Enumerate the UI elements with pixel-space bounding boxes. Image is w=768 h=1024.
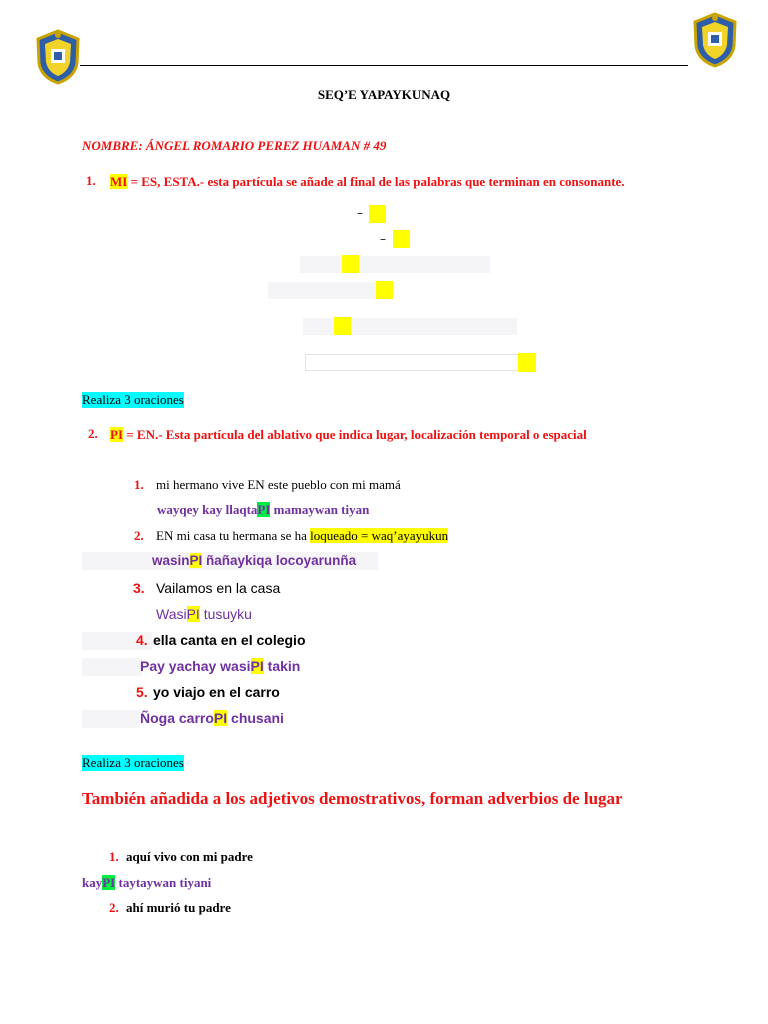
example-quechua <box>140 658 300 674</box>
example-quechua <box>157 502 369 518</box>
quechua-stem: wasin <box>152 553 190 568</box>
quechua-stem: Wasi <box>156 606 187 622</box>
quechua-rest: ñañaykiqa locoyarunña <box>202 553 357 568</box>
example-number: 4. <box>136 632 148 648</box>
spanish-text: EN mi casa tu hermana se ha <box>156 528 311 543</box>
section-1-number: 1. <box>86 173 96 188</box>
task-label: Realiza 3 oraciones <box>82 392 184 407</box>
quechua-stem: kay <box>82 875 103 890</box>
quechua-stem: wayqey kay llaqta <box>157 502 258 517</box>
dash: – <box>380 232 386 246</box>
section-1-text: = ES, ESTA.- esta partícula se añade al final de las palabras que terminan en consonante. <box>127 174 625 189</box>
example-number: 2. <box>109 900 119 915</box>
quechua-rest: takin <box>263 658 301 674</box>
highlight-mark <box>334 317 351 335</box>
highlight-mark <box>369 205 386 223</box>
blank-line <box>268 282 378 299</box>
section-1-definition <box>110 173 700 190</box>
section-2-definition <box>110 426 700 443</box>
blank-line <box>305 354 519 371</box>
example-number: 3. <box>133 580 145 596</box>
quechua-stem: Pay yachay wasi <box>140 658 251 674</box>
particle-pi: PI <box>213 710 228 726</box>
example-number: 1. <box>109 849 119 864</box>
section-2-text: = EN.- Esta partícula del ablativo que indica lugar, localización temporal o espacial <box>123 427 587 442</box>
highlight-mark <box>376 281 393 299</box>
student-name: NOMBRE: ÁNGEL ROMARIO PEREZ HUAMAN # 49 <box>82 138 387 153</box>
example-number: 1. <box>134 477 144 492</box>
example-spanish: ahí murió tu padre <box>126 900 231 915</box>
dash: – <box>357 206 363 220</box>
university-seal-icon <box>33 29 83 85</box>
section-3-heading: También añadida a los adjetivos demostrativos, forman adverbios de lugar <box>82 789 623 808</box>
page-title: SEQ’E YAPAYKUNAQ <box>317 87 451 102</box>
highlight-mark <box>393 230 410 248</box>
blank-line <box>82 658 142 676</box>
example-quechua <box>156 606 252 622</box>
blank-line <box>300 256 490 273</box>
particle-pi: PI <box>250 658 264 674</box>
particle-pi: PI <box>102 875 116 890</box>
quechua-rest: taytaywan tiyani <box>115 875 212 890</box>
quechua-rest: chusani <box>227 710 284 726</box>
example-quechua <box>82 875 211 891</box>
example-spanish: aquí vivo con mi padre <box>126 849 253 864</box>
example-spanish: ella canta en el colegio <box>153 632 306 648</box>
particle-mi: MI <box>110 174 128 189</box>
particle-pi: PI <box>189 553 203 568</box>
highlight-mark <box>518 353 536 372</box>
blank-line <box>82 710 140 728</box>
header-rule <box>80 65 688 66</box>
highlight-mark <box>342 255 359 273</box>
quechua-stem: Ñoga carro <box>140 710 214 726</box>
task-label: Realiza 3 oraciones <box>82 755 184 770</box>
example-spanish <box>156 528 448 544</box>
section-2-number: 2. <box>88 426 98 441</box>
example-quechua <box>140 710 284 726</box>
particle-pi: PI <box>110 427 123 442</box>
particle-pi: PI <box>186 606 200 622</box>
highlighted-translation: loqueado = waq’ayayukun <box>310 528 449 543</box>
example-quechua <box>152 553 356 568</box>
example-number: 2. <box>134 528 144 543</box>
particle-pi: PI <box>257 502 271 517</box>
example-spanish: mi hermano vive EN este pueblo con mi mamá <box>156 477 401 492</box>
example-spanish: yo viajo en el carro <box>153 684 280 700</box>
university-seal-icon <box>690 12 740 68</box>
example-spanish: Vailamos en la casa <box>156 580 281 596</box>
quechua-rest: mamaywan tiyan <box>270 502 370 517</box>
example-number: 5. <box>136 684 148 700</box>
quechua-rest: tusuyku <box>199 606 252 622</box>
